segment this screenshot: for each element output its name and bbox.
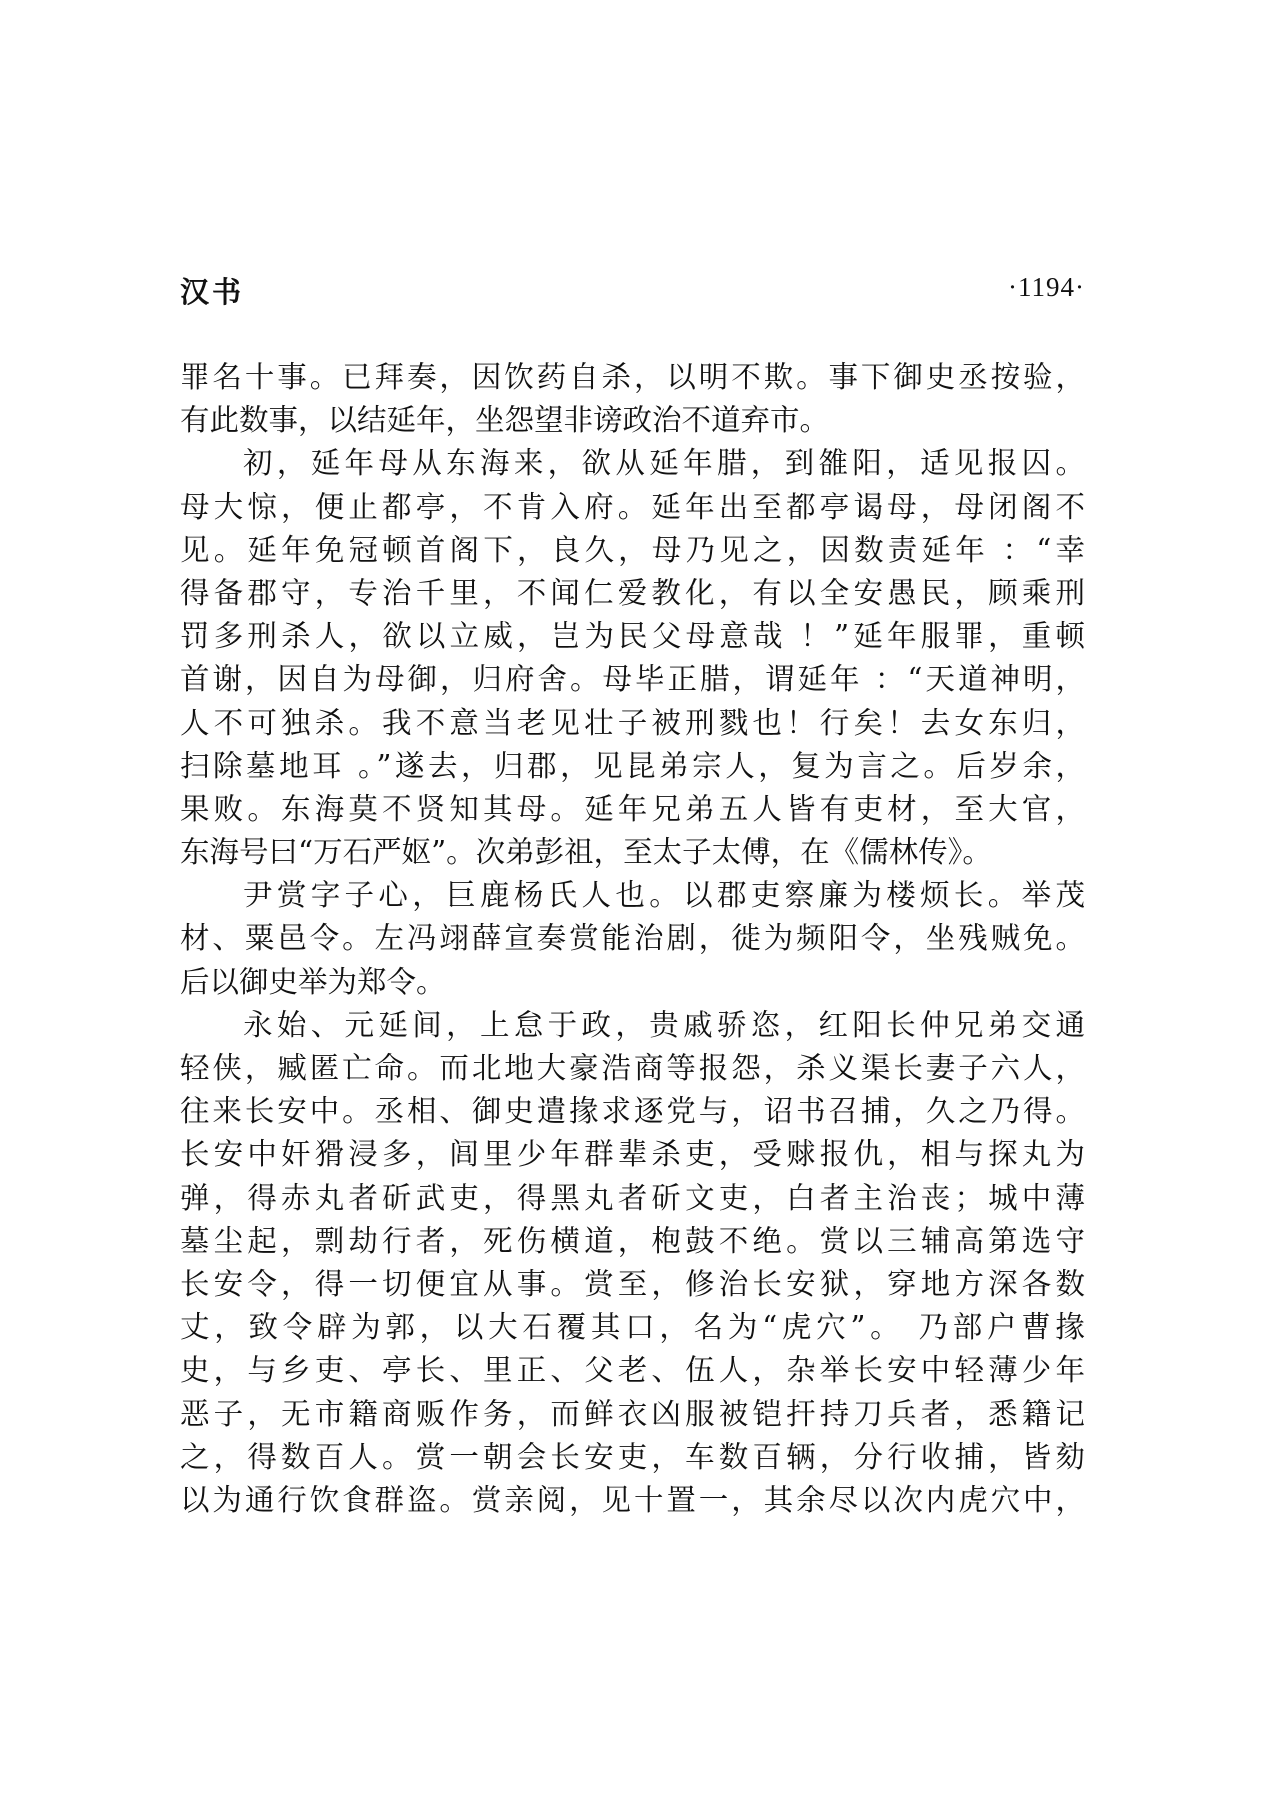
text-line: 母大惊，便止都亭，不肯入府。延年出至都亭谒母，母闭阁不 [180, 489, 1085, 524]
text-line: 东海号曰“万石严妪”。次弟彭祖，至太子太傅，在《儒林传》。 [180, 835, 992, 870]
text-line: 恶子，无市籍商贩作务，而鲜衣凶服被铠扞持刀兵者，悉籍记 [180, 1396, 1085, 1431]
book-title: 汉书 [180, 275, 245, 309]
text-line: 后以御史举为郑令。 [180, 964, 446, 999]
text-line: 得备郡守，专治千里，不闻仁爱教化，有以全安愚民，顾乘刑 [180, 575, 1085, 610]
text-line: 史，与乡吏、亭长、里正、父老、伍人，杂举长安中轻薄少年 [180, 1353, 1085, 1388]
text-line: 初，延年母从东海来，欲从延年腊，到雒阳，适见报囚。 [243, 446, 1085, 481]
body-text [180, 356, 1085, 1522]
text-line: 材、粟邑令。左冯翊薛宣奏赏能治剧，徙为频阳令，坐残贼免。 [180, 921, 1085, 956]
text-line: 长安中奸猾浸多，闾里少年群辈杀吏，受赇报仇，相与探丸为 [180, 1137, 1085, 1172]
text-line: 有此数事，以结延年，坐怨望非谤政治不道弃市。 [180, 403, 830, 438]
text-line: 永始、元延间，上怠于政，贵戚骄恣，红阳长仲兄弟交通 [243, 1007, 1085, 1042]
text-line: 首谢，因自为母御，归府舍。母毕正腊，谓延年 ：“天道神明， [180, 662, 1085, 697]
text-line: 果败。东海莫不贤知其母。延年兄弟五人皆有吏材，至大官， [180, 791, 1085, 826]
text-line: 罪名十事。已拜奏，因饮药自杀，以明不欺。事下御史丞按验， [180, 360, 1085, 394]
text-line: 以为通行饮食群盗。赏亲阅，见十置一，其余尽以次内虎穴中， [180, 1482, 1085, 1517]
text-line: 罚多刑杀人，欲以立威，岂为民父母意哉 ！”延年服罪，重顿 [180, 619, 1085, 654]
text-line: 弹，得赤丸者斫武吏，得黑丸者斫文吏，白者主治丧；城中薄 [180, 1180, 1085, 1215]
text-line: 轻侠，臧匿亡命。而北地大豪浩商等报怨，杀义渠长妻子六人， [180, 1051, 1085, 1085]
page-header [180, 270, 1085, 314]
text-line: 往来长安中。丞相、御史遣掾求逐党与，诏书召捕，久之乃得。 [180, 1094, 1085, 1129]
text-line: 尹赏字子心，巨鹿杨氏人也。以郡吏察廉为楼烦长。举茂 [243, 878, 1085, 913]
text-line: 之，得数百人。赏一朝会长安吏，车数百辆，分行收捕，皆劾 [180, 1439, 1085, 1474]
text-line: 长安令，得一切便宜从事。赏至，修治长安狱，穿地方深各数 [180, 1266, 1085, 1301]
text-line: 墓尘起，剽劫行者，死伤横道，枹鼓不绝。赏以三辅高第选守 [180, 1223, 1085, 1258]
text-line: 见。延年免冠顿首阁下，良久，母乃见之，因数责延年 ：“幸 [180, 532, 1085, 567]
text-line: 扫除墓地耳 。”遂去，归郡，见昆弟宗人，复为言之。后岁余， [180, 748, 1085, 783]
text-line: 丈，致令辟为郭，以大石覆其口，名为“虎穴”。 乃部户曹掾 [180, 1310, 1085, 1345]
text-line: 人不可独杀。我不意当老见壮子被刑戮也！行矣！去女东归， [180, 705, 1085, 740]
page-number: ·1194· [1008, 272, 1085, 302]
